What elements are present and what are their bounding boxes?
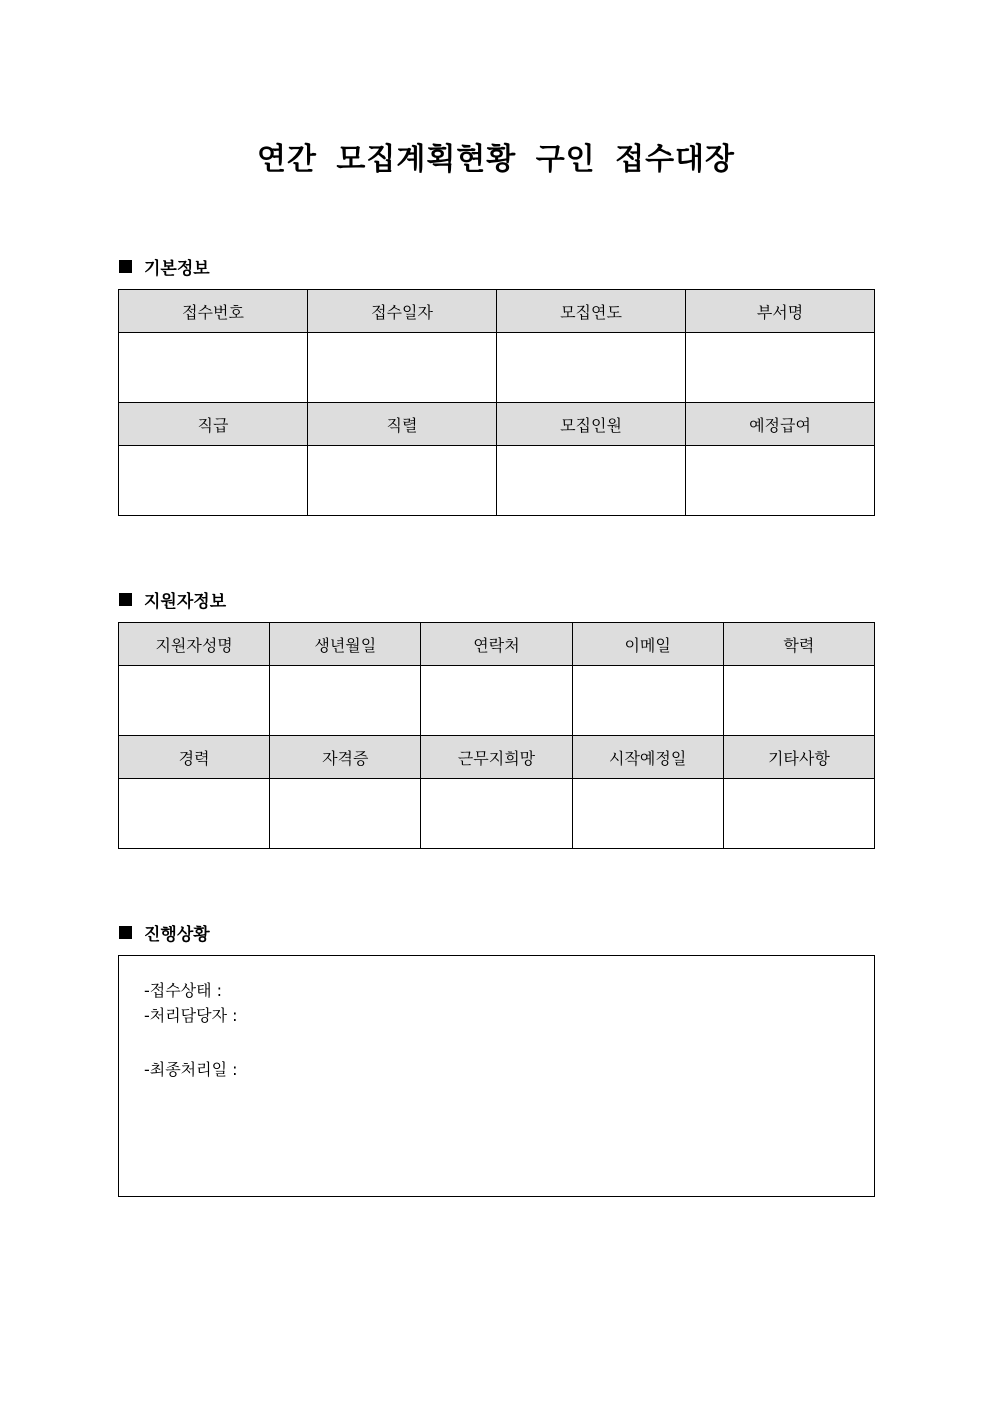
value-cell-birthdate[interactable] [270,666,421,736]
header-cell-recruit-year: 모집연도 [497,290,686,333]
value-cell-receipt-date[interactable] [308,333,497,403]
square-bullet-icon [119,593,132,606]
value-cell-career[interactable] [119,779,270,849]
header-cell-certificates: 자격증 [270,736,421,779]
section-heading-applicant [119,587,226,612]
table-value-row [119,779,875,849]
table-value-row [119,333,875,403]
applicant-info-table [118,622,875,849]
header-cell-contact: 연락처 [421,623,572,666]
value-cell-applicant-name[interactable] [119,666,270,736]
section-heading-label: 지원자정보 [144,592,227,612]
value-cell-job-series[interactable] [308,446,497,516]
value-cell-education[interactable] [723,666,874,736]
table-header-row [119,403,875,446]
progress-status-box[interactable] [118,955,875,1197]
square-bullet-icon [119,926,132,939]
header-cell-preferred-location: 근무지희망 [421,736,572,779]
header-cell-email: 이메일 [572,623,723,666]
header-cell-rank: 직급 [119,403,308,446]
header-cell-receipt-number: 접수번호 [119,290,308,333]
value-cell-remarks[interactable] [723,779,874,849]
value-cell-rank[interactable] [119,446,308,516]
header-cell-headcount: 모집인원 [497,403,686,446]
value-cell-start-date[interactable] [572,779,723,849]
header-cell-applicant-name: 지원자성명 [119,623,270,666]
value-cell-email[interactable] [572,666,723,736]
final-process-date-line: -최종처리일 : [144,1060,238,1079]
value-cell-contact[interactable] [421,666,572,736]
value-cell-expected-salary[interactable] [686,446,875,516]
value-cell-headcount[interactable] [497,446,686,516]
table-value-row [119,666,875,736]
header-cell-expected-salary: 예정급여 [686,403,875,446]
section-heading-label: 진행상황 [144,925,210,945]
table-header-row [119,290,875,333]
header-cell-career: 경력 [119,736,270,779]
header-cell-education: 학력 [723,623,874,666]
basic-info-table [118,289,875,516]
table-value-row [119,446,875,516]
value-cell-recruit-year[interactable] [497,333,686,403]
receipt-status-line: -접수상태 : [144,981,223,1000]
header-cell-start-date: 시작예정일 [572,736,723,779]
square-bullet-icon [119,260,132,273]
header-cell-birthdate: 생년월일 [270,623,421,666]
section-heading-progress [119,920,210,945]
value-cell-department[interactable] [686,333,875,403]
table-header-row [119,736,875,779]
handler-line: -처리담당자 : [144,1006,238,1025]
table-header-row [119,623,875,666]
header-cell-remarks: 기타사항 [723,736,874,779]
section-heading-label: 기본정보 [144,259,210,279]
header-cell-job-series: 직렬 [308,403,497,446]
page-title: 연간 모집계획현황 구인 접수대장 [256,142,736,177]
section-heading-basic [119,254,210,279]
value-cell-certificates[interactable] [270,779,421,849]
header-cell-department: 부서명 [686,290,875,333]
header-cell-receipt-date: 접수일자 [308,290,497,333]
value-cell-preferred-location[interactable] [421,779,572,849]
value-cell-receipt-number[interactable] [119,333,308,403]
